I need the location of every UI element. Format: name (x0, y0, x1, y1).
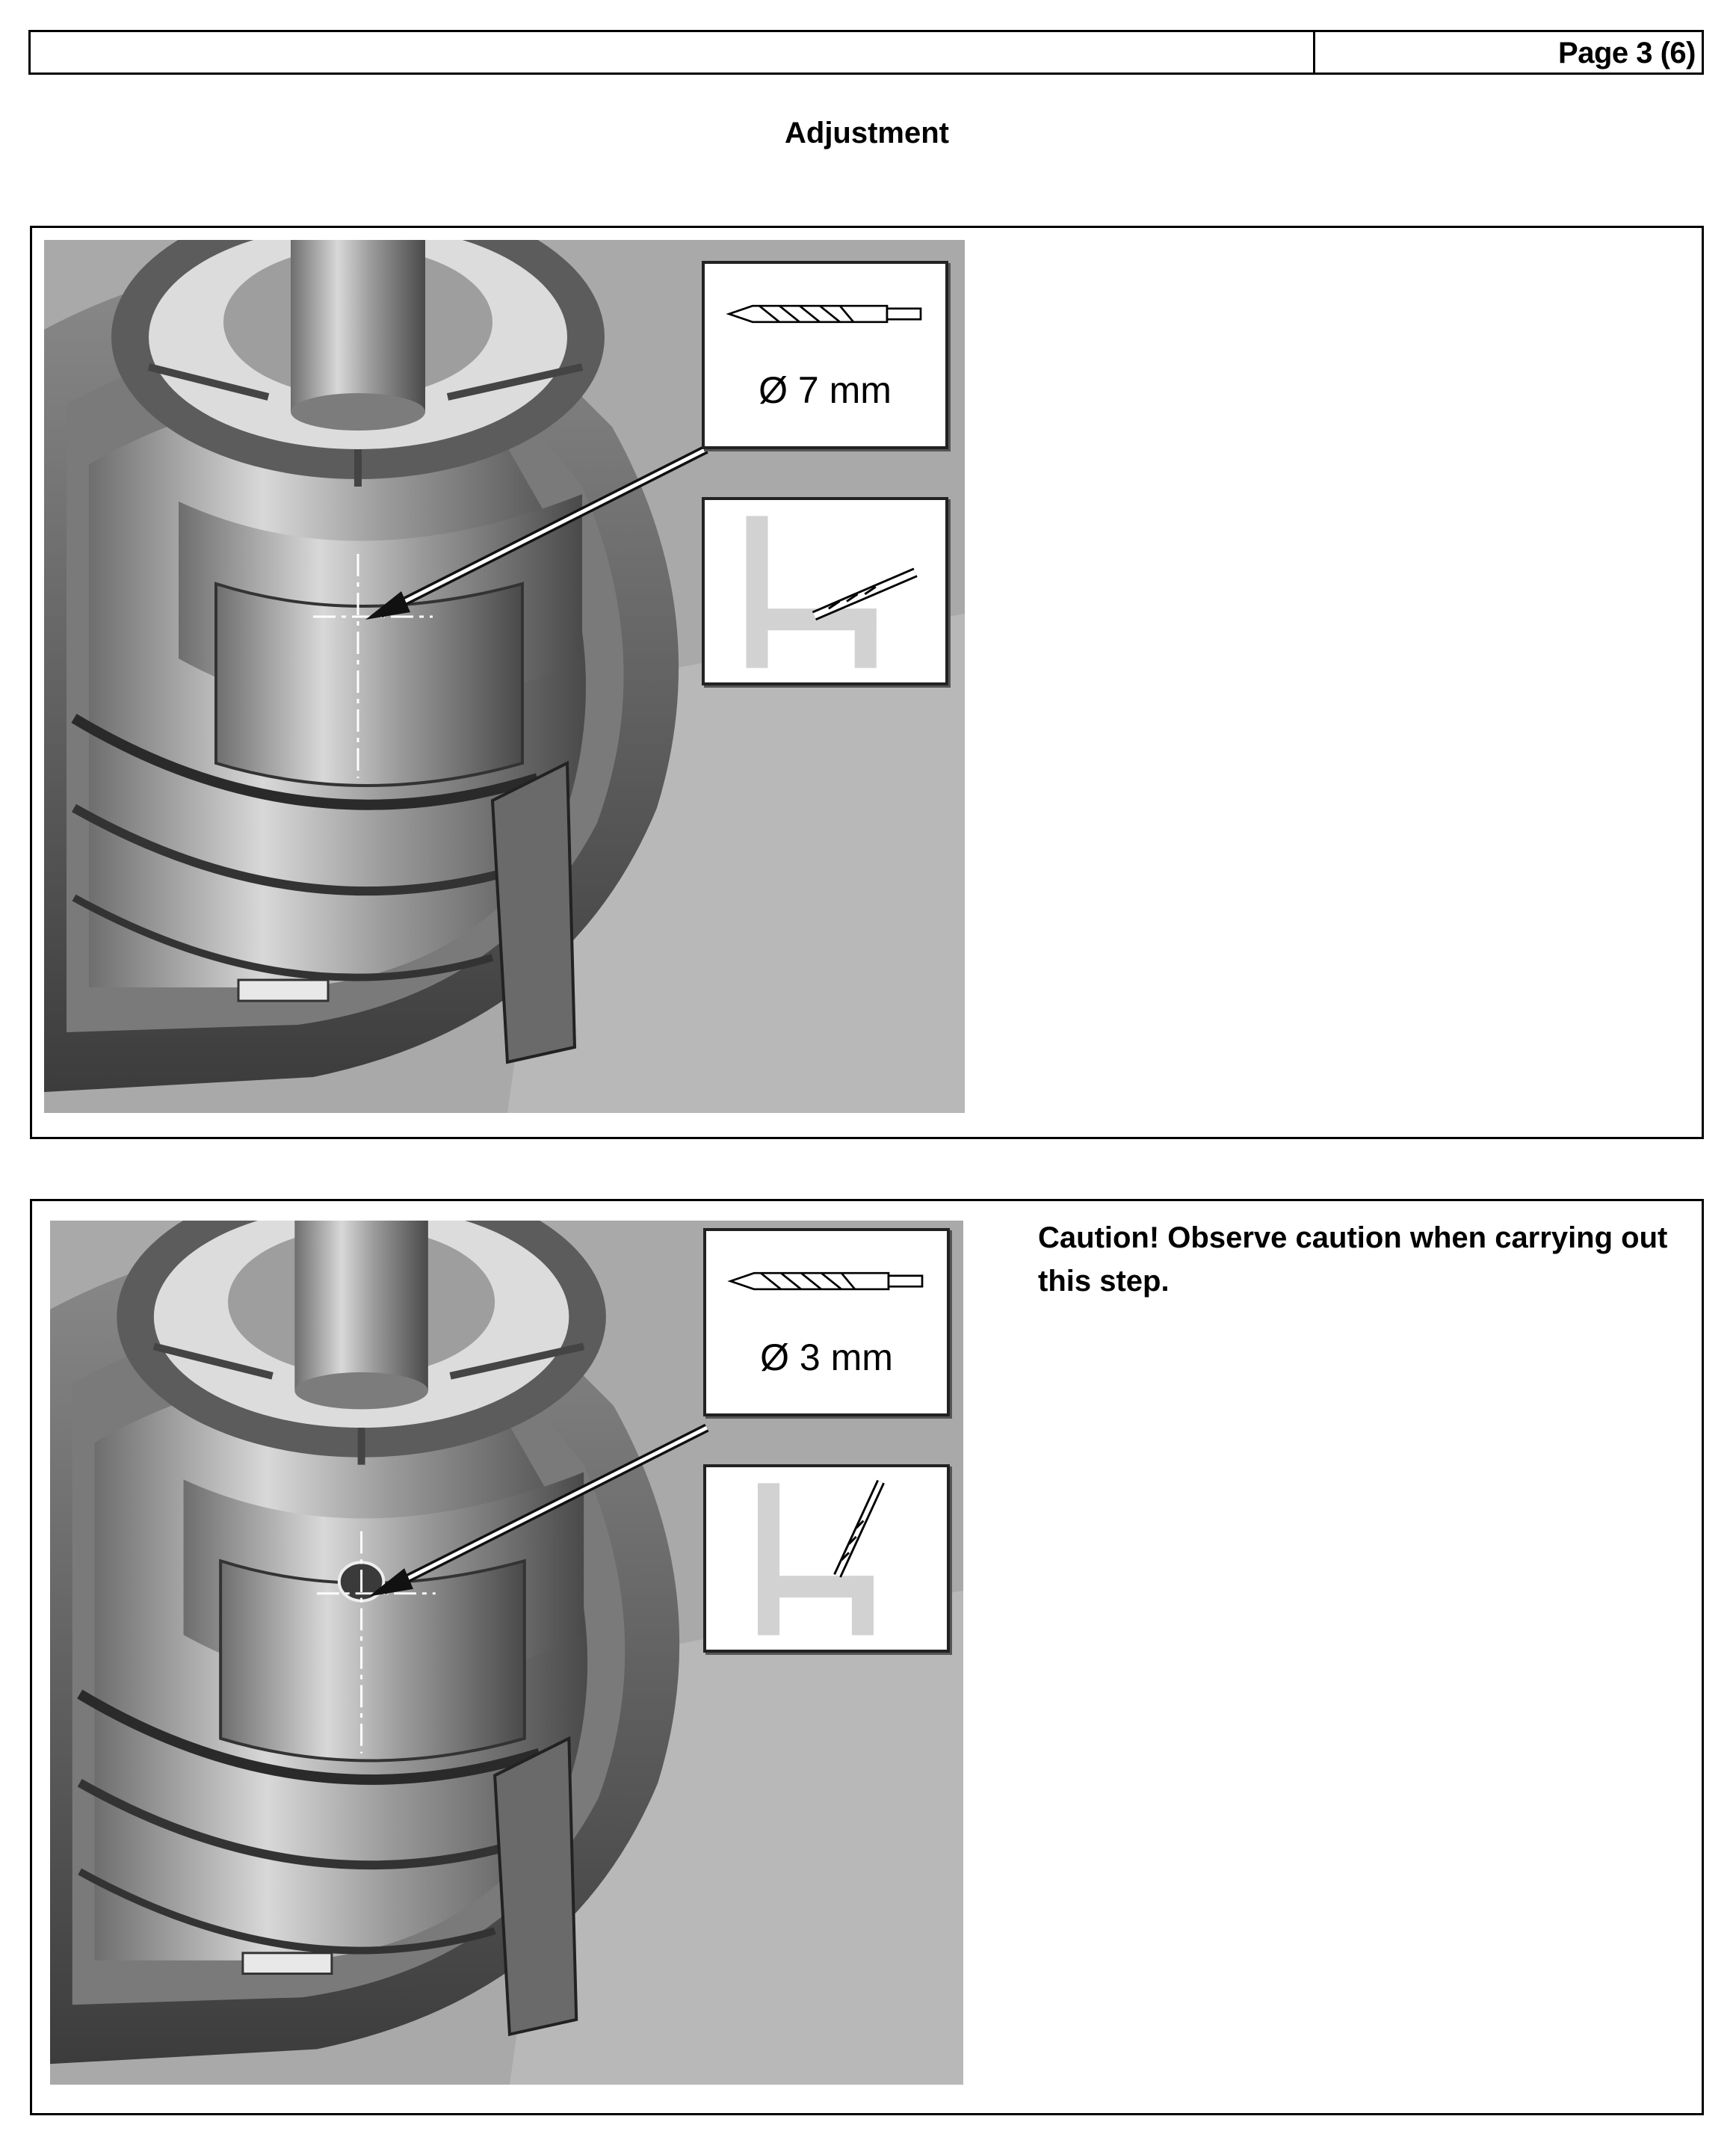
section-title: Adjustment (785, 117, 949, 149)
drill-diameter-label: Ø 7 mm (759, 369, 892, 411)
drill-bit-icon (727, 1261, 929, 1301)
drill-diameter-label: Ø 3 mm (760, 1336, 893, 1378)
step-2-frame (30, 1199, 1704, 2115)
drill-size-callout (702, 261, 948, 449)
drill-angle-callout (703, 1464, 950, 1653)
vertical-drilling-icon (706, 1467, 947, 1650)
drill-bit-icon (726, 294, 927, 334)
step-1-illustration (44, 240, 965, 1113)
drill-angle-callout (702, 497, 948, 685)
page-header (28, 30, 1704, 75)
step-1-frame (30, 226, 1704, 1139)
step-2-instruction: Caution! Observe caution when carrying out this step. (1038, 1221, 1668, 1298)
drill-size-callout (703, 1228, 950, 1416)
header-divider (1313, 32, 1315, 73)
horizontal-drilling-icon (705, 500, 945, 682)
step-2-illustration (50, 1221, 963, 2085)
page-number: Page 3 (6) (1558, 37, 1696, 70)
